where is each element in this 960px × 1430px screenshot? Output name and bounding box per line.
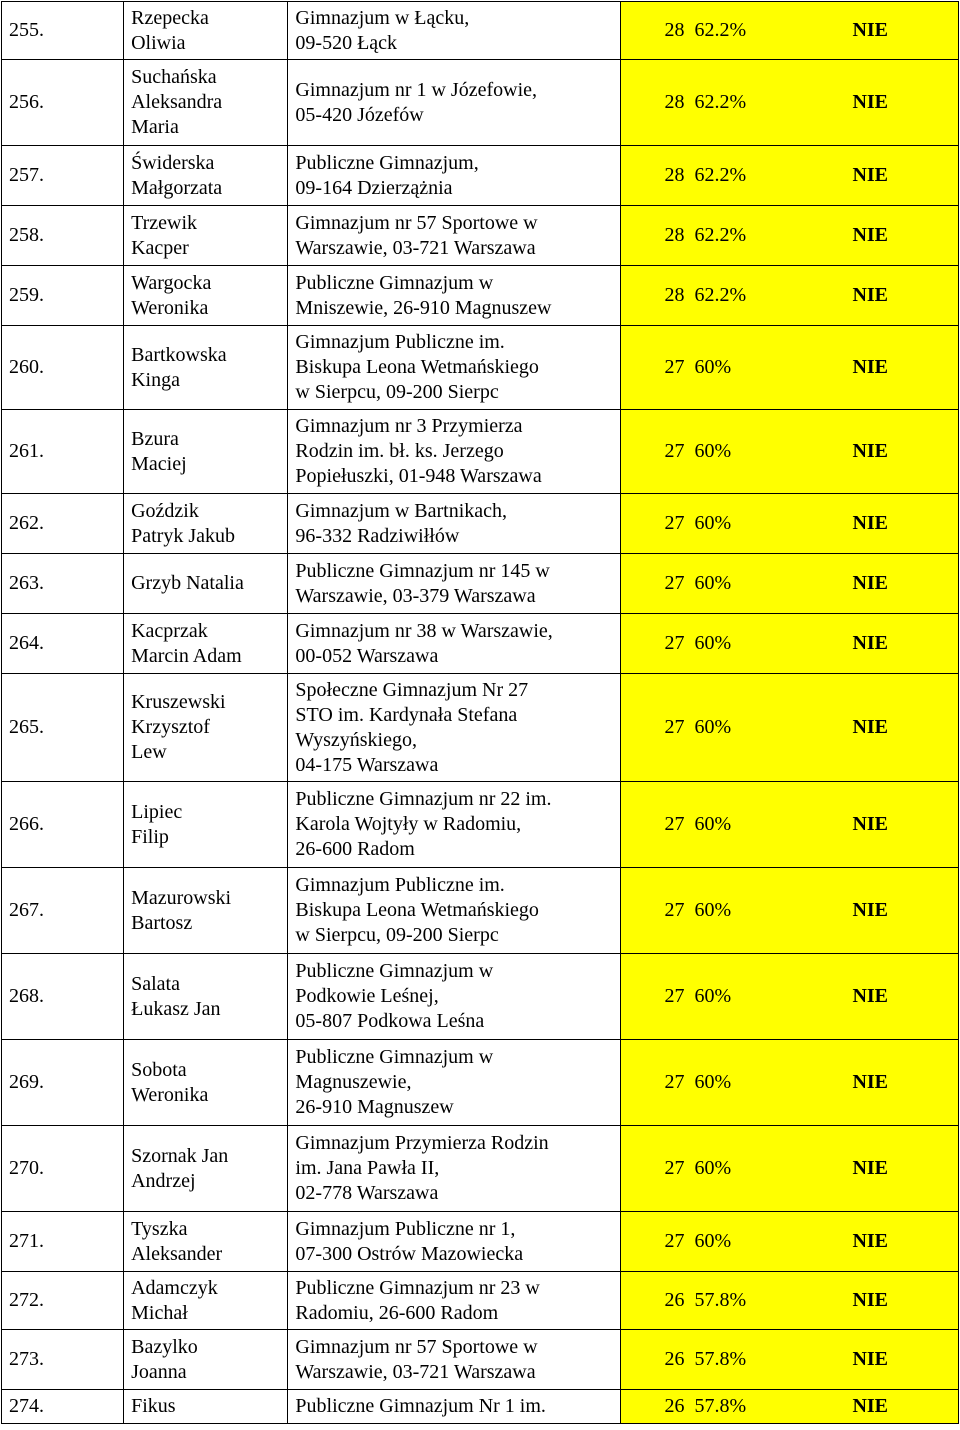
student-name-line: Weronika [131,1083,209,1106]
student-name-line: Maria [131,116,179,138]
student-name-line: Lew [131,741,167,763]
table-row [2,1126,959,1212]
student-name [124,1272,288,1330]
student-name-line: Grzyb Natalia [131,572,244,594]
school-line: Gimnazjum nr 57 Sportowe w [295,1335,538,1358]
school-line: Publiczne Gimnazjum nr 22 im. [295,788,552,810]
row-number: 264. [2,614,124,674]
student-name [124,146,288,206]
school-cell [288,782,621,868]
student-name-line: Bartkowska [131,343,227,366]
student-name [124,1390,288,1424]
student-name-line: Sobota [131,1058,187,1081]
student-name-line: Kruszewski [131,691,226,713]
row-number: 271. [2,1212,124,1272]
points-value: 28 [664,19,685,41]
student-name [124,60,288,146]
school-line: Magnuszewie, [295,1071,412,1093]
school-line: Podkowie Leśnej, [295,985,439,1007]
points-value: 27 [664,440,685,462]
school-line: Publiczne Gimnazjum w [295,271,494,294]
score-cell [621,146,959,206]
school-line: Gimnazjum nr 1 w Józefowie, [295,78,538,101]
percent-value: 62.2% [694,91,747,113]
score-cell [621,206,959,266]
score-cell [621,1330,959,1390]
points-value: 27 [664,1071,685,1093]
table-row [2,674,959,782]
result-badge: NIE [852,284,889,306]
points-value: 26 [664,1395,685,1417]
school-cell [288,146,621,206]
row-number: 273. [2,1330,124,1390]
percent-value: 62.2% [694,164,747,186]
percent-value: 60% [694,512,732,534]
points-value: 27 [664,899,685,921]
school-line: w Sierpcu, 09-200 Sierpc [295,381,499,403]
school-line: 09-520 Łąck [295,31,398,54]
school-line: Radomiu, 26-600 Radom [295,1301,499,1324]
school-cell [288,1212,621,1272]
row-number: 260. [2,326,124,410]
student-name-line: Oliwia [131,31,186,54]
points-value: 27 [664,1230,685,1252]
row-number: 269. [2,1040,124,1126]
table-row [2,60,959,146]
school-cell [288,1040,621,1126]
percent-value: 60% [694,1230,732,1252]
student-name-line: Aleksandra [131,91,223,113]
student-name-line: Fikus [131,1395,176,1417]
row-number: 265. [2,674,124,782]
school-line: Gimnazjum nr 3 Przymierza [295,415,523,437]
score-cell [621,1272,959,1330]
score-cell [621,410,959,494]
school-line: Gimnazjum Publiczne nr 1, [295,1217,516,1240]
student-name-line: Kacper [131,236,189,259]
student-name-line: Lipiec [131,800,183,823]
result-badge: NIE [852,1071,889,1093]
percent-value: 57.8% [694,1395,747,1417]
score-cell [621,2,959,60]
points-value: 27 [664,632,685,654]
points-value: 27 [664,512,685,534]
table-row [2,614,959,674]
student-name-line: Świderska [131,151,215,174]
school-cell [288,2,621,60]
school-line: Gimnazjum Przymierza Rodzin [295,1132,549,1154]
student-name-line: Rzepecka [131,6,209,29]
score-cell [621,1126,959,1212]
percent-value: 62.2% [694,224,747,246]
student-name-line: Marcin Adam [131,644,242,667]
student-name-line: Trzewik [131,211,198,234]
percent-value: 57.8% [694,1348,747,1370]
result-badge: NIE [852,91,889,113]
school-line: w Sierpcu, 09-200 Sierpc [295,924,499,946]
table-row [2,868,959,954]
school-line: Gimnazjum Publiczne im. [295,331,505,353]
student-name-line: Filip [131,825,169,848]
school-line: 05-420 Józefów [295,103,424,126]
student-name-line: Tyszka [131,1217,188,1240]
result-badge: NIE [852,356,889,378]
row-number: 267. [2,868,124,954]
points-value: 26 [664,1348,685,1370]
table-row [2,954,959,1040]
row-number: 258. [2,206,124,266]
student-name-line: Kacprzak [131,619,208,642]
student-name-line: Bazylko [131,1335,198,1358]
school-line: Mniszewie, 26-910 Magnuszew [295,296,552,319]
result-badge: NIE [852,1348,889,1370]
school-line: Warszawie, 03-379 Warszawa [295,584,536,607]
row-number: 262. [2,494,124,554]
table-row [2,1040,959,1126]
student-name-line: Szornak Jan [131,1144,229,1167]
school-line: Publiczne Gimnazjum w [295,960,494,982]
percent-value: 62.2% [694,284,747,306]
row-number: 255. [2,2,124,60]
school-line: Publiczne Gimnazjum w [295,1046,494,1068]
school-line: Biskupa Leona Wetmańskiego [295,899,539,921]
school-line: STO im. Kardynała Stefana [295,703,518,726]
table-row [2,494,959,554]
result-badge: NIE [852,813,889,835]
score-cell [621,1390,959,1424]
school-cell [288,60,621,146]
school-line: Publiczne Gimnazjum, [295,151,479,174]
table-row [2,1212,959,1272]
school-line: Publiczne Gimnazjum nr 145 w [295,559,550,582]
table-row [2,554,959,614]
school-line: 96-332 Radziwiłłów [295,524,460,547]
result-badge: NIE [852,632,889,654]
student-name [124,2,288,60]
points-value: 27 [664,813,685,835]
result-badge: NIE [852,164,889,186]
percent-value: 57.8% [694,1289,747,1311]
school-line: Wyszyńskiego, [295,728,417,751]
school-line: Gimnazjum nr 38 w Warszawie, [295,619,553,642]
result-badge: NIE [852,899,889,921]
student-name [124,954,288,1040]
table-row [2,1390,959,1424]
table-row [2,2,959,60]
student-name-line: Łukasz Jan [131,997,221,1020]
percent-value: 60% [694,813,732,835]
school-cell [288,326,621,410]
student-name [124,1330,288,1390]
school-line: Gimnazjum w Łącku, [295,6,470,29]
school-cell [288,494,621,554]
score-cell [621,782,959,868]
student-name-line: Mazurowski [131,886,232,909]
student-name [124,410,288,494]
school-line: 05-807 Podkowa Leśna [295,1010,485,1032]
row-number: 274. [2,1390,124,1424]
score-cell [621,554,959,614]
percent-value: 60% [694,572,732,594]
student-name-line: Bartosz [131,911,193,934]
student-name-line: Patryk Jakub [131,524,235,547]
percent-value: 60% [694,899,732,921]
school-line: 26-910 Magnuszew [295,1096,454,1118]
school-cell [288,674,621,782]
student-name [124,674,288,782]
points-value: 27 [664,1157,685,1179]
student-name-line: Kinga [131,368,180,391]
student-name-line: Suchańska [131,66,217,88]
school-cell [288,1126,621,1212]
school-line: 07-300 Ostrów Mazowiecka [295,1242,524,1265]
table-row [2,410,959,494]
percent-value: 60% [694,440,732,462]
school-cell [288,266,621,326]
row-number: 270. [2,1126,124,1212]
score-cell [621,266,959,326]
row-number: 268. [2,954,124,1040]
student-name-line: Salata [131,972,180,995]
student-name-line: Maciej [131,452,187,475]
student-name [124,266,288,326]
student-name-line: Wargocka [131,271,212,294]
school-line: Gimnazjum nr 57 Sportowe w [295,211,538,234]
score-cell [621,1040,959,1126]
student-name [124,494,288,554]
points-value: 27 [664,985,685,1007]
student-name-line: Bzura [131,427,179,450]
row-number: 259. [2,266,124,326]
school-cell [288,1330,621,1390]
school-cell [288,1272,621,1330]
student-name-line: Aleksander [131,1242,223,1265]
points-value: 28 [664,284,685,306]
result-badge: NIE [852,572,889,594]
table-row [2,266,959,326]
percent-value: 60% [694,1071,732,1093]
school-line: Biskupa Leona Wetmańskiego [295,356,539,378]
school-cell [288,614,621,674]
points-value: 27 [664,716,685,738]
points-value: 28 [664,224,685,246]
row-number: 257. [2,146,124,206]
result-badge: NIE [852,19,889,41]
student-name [124,554,288,614]
result-badge: NIE [852,985,889,1007]
score-cell [621,868,959,954]
row-number: 263. [2,554,124,614]
school-cell [288,954,621,1040]
percent-value: 60% [694,1157,732,1179]
student-name-line: Weronika [131,296,209,319]
percent-value: 62.2% [694,19,747,41]
school-line: 09-164 Dzierzążnia [295,176,453,199]
school-line: Karola Wojtyły w Radomiu, [295,813,522,835]
student-name-line: Michał [131,1301,188,1324]
student-name [124,1212,288,1272]
result-badge: NIE [852,1230,889,1252]
row-number: 272. [2,1272,124,1330]
row-number: 261. [2,410,124,494]
percent-value: 60% [694,632,732,654]
student-name-line: Adamczyk [131,1276,218,1299]
school-line: 04-175 Warszawa [295,753,439,776]
school-line: 00-052 Warszawa [295,644,439,667]
student-name [124,782,288,868]
school-line: 26-600 Radom [295,838,415,860]
student-name-line: Andrzej [131,1169,196,1192]
school-line: Gimnazjum w Bartnikach, [295,499,508,522]
table-row [2,206,959,266]
student-name [124,206,288,266]
table-row [2,782,959,868]
table-row [2,1272,959,1330]
school-cell [288,206,621,266]
table-row [2,326,959,410]
student-name [124,614,288,674]
percent-value: 60% [694,356,732,378]
student-name-line: Goździk [131,499,199,522]
results-body [2,2,959,1424]
result-badge: NIE [852,224,889,246]
points-value: 28 [664,164,685,186]
school-cell [288,554,621,614]
result-badge: NIE [852,1395,889,1417]
school-line: im. Jana Pawła II, [295,1157,440,1179]
school-line: Rodzin im. bł. ks. Jerzego [295,440,504,462]
student-name [124,326,288,410]
score-cell [621,60,959,146]
student-name [124,1040,288,1126]
school-line: Społeczne Gimnazjum Nr 27 [295,678,529,701]
result-badge: NIE [852,440,889,462]
result-badge: NIE [852,1289,889,1311]
school-cell [288,868,621,954]
row-number: 266. [2,782,124,868]
student-name [124,868,288,954]
student-name [124,1126,288,1212]
result-badge: NIE [852,1157,889,1179]
table-row [2,146,959,206]
school-line: 02-778 Warszawa [295,1182,439,1204]
table-row [2,1330,959,1390]
student-name-line: Małgorzata [131,176,223,199]
score-cell [621,326,959,410]
school-cell [288,1390,621,1424]
score-cell [621,954,959,1040]
points-value: 26 [664,1289,685,1311]
student-name-line: Joanna [131,1360,187,1383]
school-line: Warszawie, 03-721 Warszawa [295,1360,536,1383]
school-line: Popiełuszki, 01-948 Warszawa [295,465,542,487]
school-cell [288,410,621,494]
points-value: 27 [664,572,685,594]
school-line: Publiczne Gimnazjum nr 23 w [295,1276,540,1299]
percent-value: 60% [694,985,732,1007]
school-line: Warszawie, 03-721 Warszawa [295,236,536,259]
result-badge: NIE [852,716,889,738]
score-cell [621,1212,959,1272]
result-badge: NIE [852,512,889,534]
points-value: 27 [664,356,685,378]
score-cell [621,674,959,782]
school-line: Publiczne Gimnazjum Nr 1 im. [295,1395,546,1417]
results-table [1,1,959,1424]
score-cell [621,494,959,554]
row-number: 256. [2,60,124,146]
points-value: 28 [664,91,685,113]
school-line: Gimnazjum Publiczne im. [295,874,505,896]
percent-value: 60% [694,716,732,738]
score-cell [621,614,959,674]
student-name-line: Krzysztof [131,716,210,738]
